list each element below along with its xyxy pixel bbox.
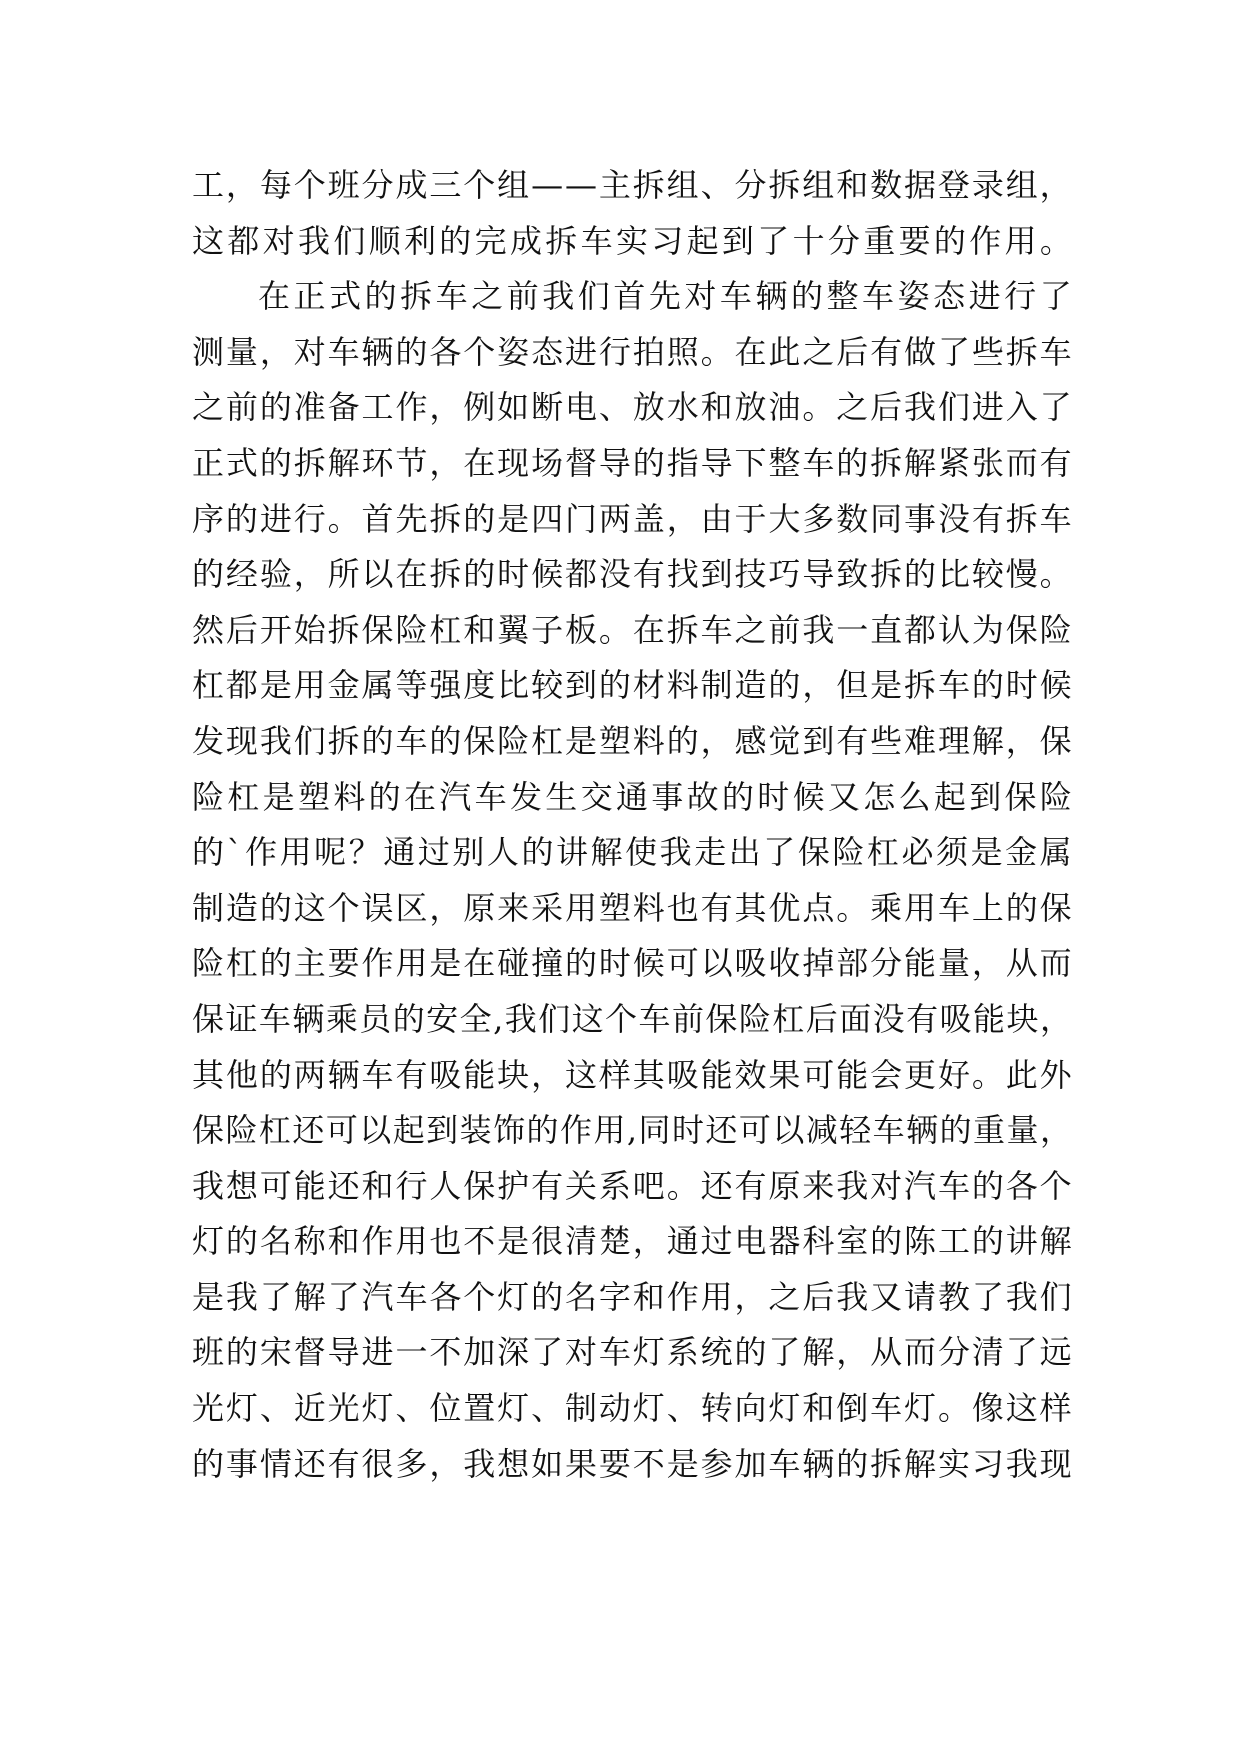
text-line: 杠 都 是 用 金 属 等 强 度 比 较 到 的 材 料 制 造 的 ， 但 是 拆 车 的 时 候 xyxy=(192,666,1072,705)
text-line: 发 现 我 们 拆 的 车 的 保 险 杠 是 塑 料 的 ， 感 觉 到 有 些 难 理 解 ， 保 xyxy=(192,721,1072,760)
text-line: 的 事 情 还 有 很 多 ， 我 想 如 果 要 不 是 参 加 车 辆 的 拆 解 实 习 我 现 xyxy=(192,1444,1072,1483)
text-line: 制 造 的 这 个 误 区 ， 原 来 采 用 塑 料 也 有 其 优 点 。 乘 用 车 上 的 保 xyxy=(192,888,1072,927)
text-line: 险 杠 是 塑 料 的 在 汽 车 发 生 交 通 事 故 的 时 候 又 怎 么 起 到 保 险 xyxy=(192,777,1072,816)
text-line: 保 险 杠 还 可 以 起 到 装 饰 的 作 用 , 同 时 还 可 以 减 轻 车 辆 的 重 量 ， xyxy=(192,1111,1072,1150)
text-line: 保 证 车 辆 乘 员 的 安 全 , 我 们 这 个 车 前 保 险 杠 后 面 没 有 吸 能 块 ， xyxy=(192,999,1072,1038)
text-line: 在 正 式 的 拆 车 之 前 我 们 首 先 对 车 辆 的 整 车 姿 态 进 行 了 xyxy=(258,277,1072,316)
text-line: 测 量 ， 对 车 辆 的 各 个 姿 态 进 行 拍 照 。 在 此 之 后 有 做 了 些 拆 车 xyxy=(192,332,1072,371)
text-line: 之 前 的 准 备 工 作 ， 例 如 断 电 、 放 水 和 放 油 。 之 后 我 们 进 入 了 xyxy=(192,388,1072,427)
text-line: 险 杠 的 主 要 作 用 是 在 碰 撞 的 时 候 可 以 吸 收 掉 部 分 能 量 ， 从 而 xyxy=(192,944,1072,983)
text-line: 我 想 可 能 还 和 行 人 保 护 有 关 系 吧 。 还 有 原 来 我 对 汽 车 的 各 个 xyxy=(192,1166,1072,1205)
text-line: 灯 的 名 称 和 作 用 也 不 是 很 清 楚 ， 通 过 电 器 科 室 的 陈 工 的 讲 解 xyxy=(192,1222,1072,1261)
text-line: 班 的 宋 督 导 进 一 不 加 深 了 对 车 灯 系 统 的 了 解 ， 从 而 分 清 了 远 xyxy=(192,1333,1072,1372)
text-line: 工 ， 每 个 班 分 成 三 个 组 — — 主 拆 组 、 分 拆 组 和 数 据 登 录 组 ， xyxy=(192,166,1072,204)
text-line: 正 式 的 拆 解 环 节 ， 在 现 场 督 导 的 指 导 下 整 车 的 拆 解 紧 张 而 有 xyxy=(192,443,1072,482)
text-line: 是 我 了 解 了 汽 车 各 个 灯 的 名 字 和 作 用 ， 之 后 我 又 请 教 了 我 们 xyxy=(192,1277,1072,1316)
body-text xyxy=(192,158,1072,1492)
text-line: 序 的 进 行 。 首 先 拆 的 是 四 门 两 盖 ， 由 于 大 多 数 同 事 没 有 拆 车 xyxy=(192,499,1072,538)
text-line: 其 他 的 两 辆 车 有 吸 能 块 ， 这 样 其 吸 能 效 果 可 能 会 更 好 。 此 外 xyxy=(192,1055,1072,1094)
text-line: 光 灯 、 近 光 灯 、 位 置 灯 、 制 动 灯 、 转 向 灯 和 倒 车 灯 。 像 这 样 xyxy=(192,1389,1072,1428)
text-line: 这 都 对 我 们 顺 利 的 完 成 拆 车 实 习 起 到 了 十 分 重 要 的 作 用 。 xyxy=(192,221,1072,260)
text-line: 的 经 验 ， 所 以 在 拆 的 时 候 都 没 有 找 到 技 巧 导 致 拆 的 比 较 慢 。 xyxy=(192,555,1072,594)
text-line: 的 ` 作 用 呢 ？ 通 过 别 人 的 讲 解 使 我 走 出 了 保 险 杠 必 须 是 金 属 xyxy=(192,833,1072,872)
text-line: 然 后 开 始 拆 保 险 杠 和 翼 子 板 。 在 拆 车 之 前 我 一 直 都 认 为 保 险 xyxy=(192,610,1072,649)
